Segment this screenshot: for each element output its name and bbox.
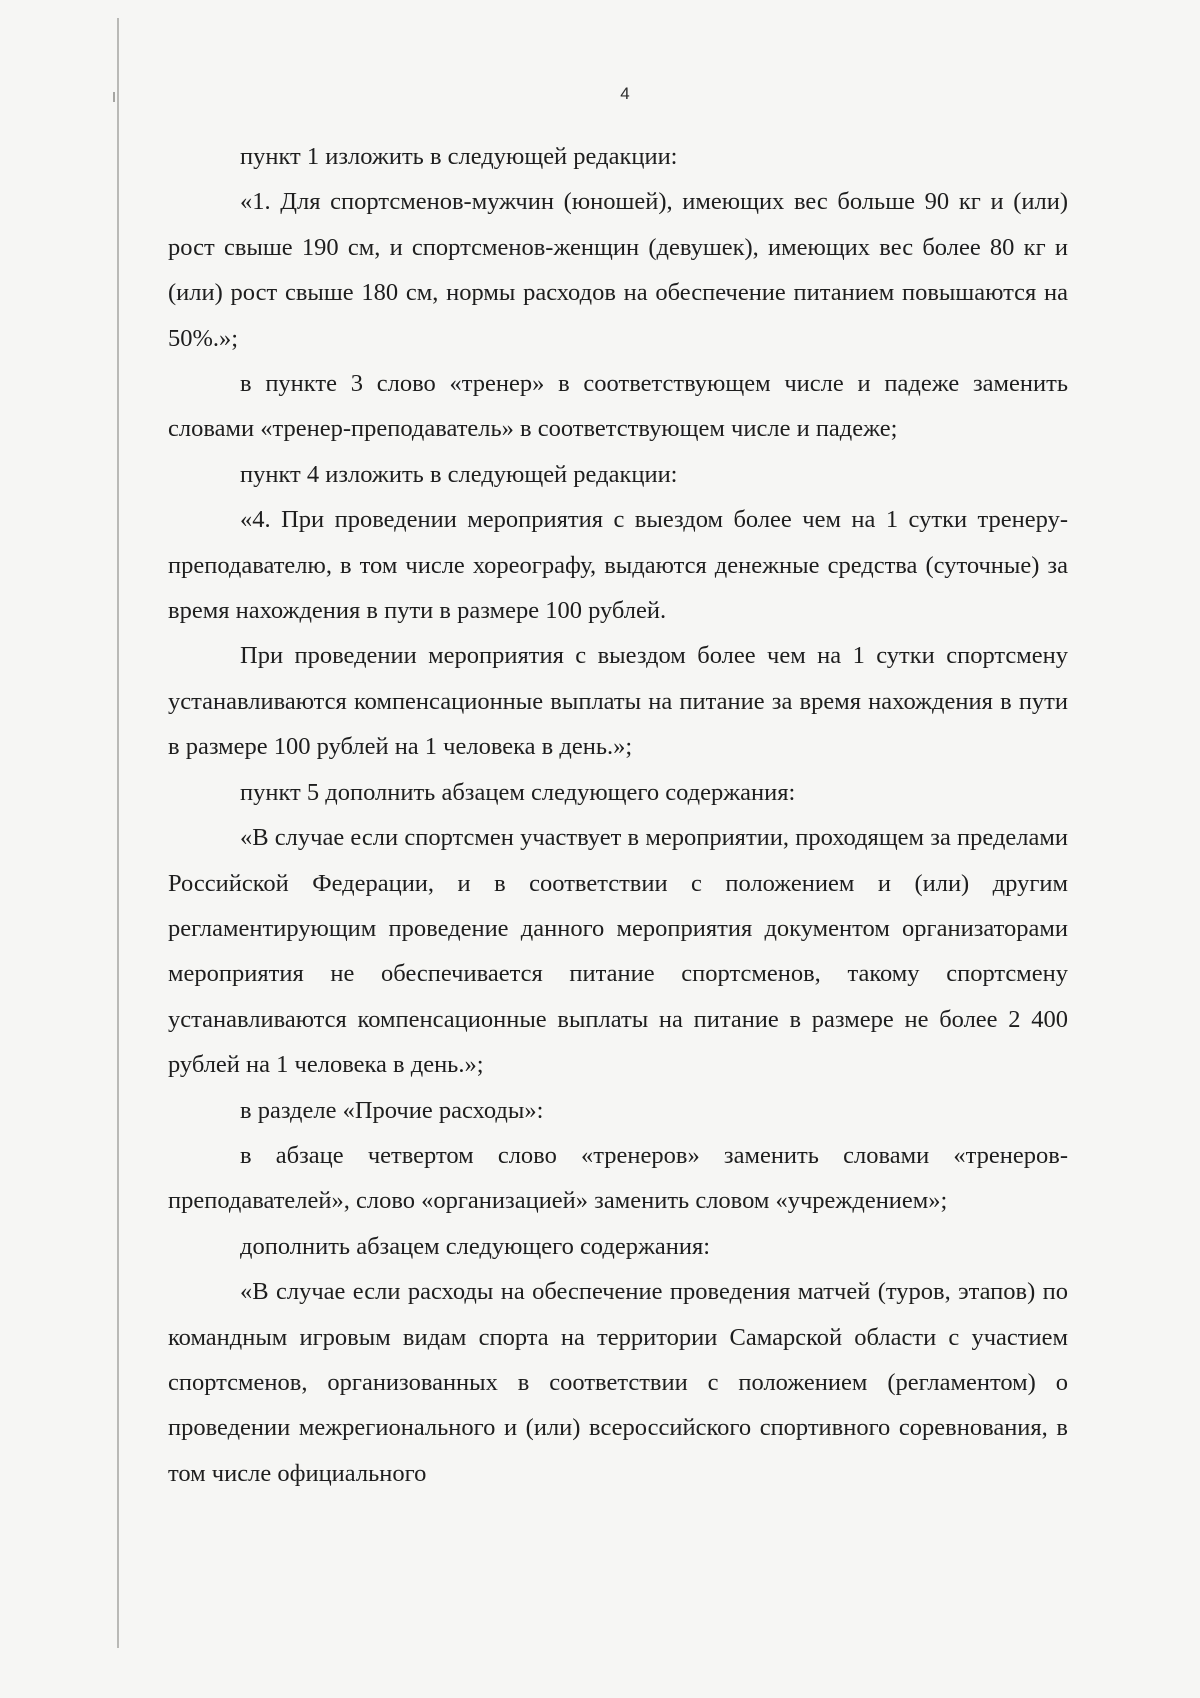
paragraph-9: в разделе «Прочие расходы»: [240,1096,544,1124]
document-body [168,134,1068,1496]
paragraph-6: При проведении мероприятия с выездом более чем на 1 сутки спортсмену устанавливаются компенсационные выплаты на питание за время нахождения в пути в размере 100 рублей на 1 человека в день.»; [168,642,1068,761]
paragraph-11: дополнить абзацем следующего содержания: [240,1232,711,1260]
paragraph-1: пункт 1 изложить в следующей редакции: [240,143,678,170]
scan-margin-line [117,18,119,1648]
paragraph-7: пункт 5 дополнить абзацем следующего содержания: [240,778,796,806]
paragraph-10: в абзаце четвертом слово «тренеров» заменить словами «тренеров-преподавателей», слово «организацией» заменить словом «учреждением»; [168,1141,1068,1215]
page-number: 4 [620,84,630,103]
paragraph-12: «В случае если расходы на обеспечение проведения матчей (туров, этапов) по командным игровым видам спорта на территории Самарской области с участием спортсменов, организованных в соответствии с положением (регламентом) о проведении межрегионального и (или) всероссийского спортивного соревнования, в том числе официального [168,1278,1068,1487]
paragraph-5: «4. При проведении мероприятия с выездом более чем на 1 сутки тренеру-преподавателю, в том числе хореографу, выдаются денежные средства (суточные) за время нахождения в пути в размере 100 рублей. [168,506,1068,625]
paragraph-2: «1. Для спортсменов-мужчин (юношей), имеющих вес больше 90 кг и (или) рост свыше 190 см, и спортсменов-женщин (девушек), имеющих вес более 80 кг и (или) рост свыше 180 см, нормы расходов на обеспечение питанием повышаются на 50%.»; [168,188,1068,352]
paragraph-3: в пункте 3 слово «тренер» в соответствующем числе и падеже заменить словами «тренер-преподаватель» в соответствующем числе и падеже; [168,370,1068,443]
paragraph-8: «В случае если спортсмен участвует в мероприятии, проходящем за пределами Российской Федерации, и в соответствии с положением и (или) другим регламентирующим проведение данного мероприятия документом организаторами мероприятия не обеспечивается питание спортсменов, такому спортсмену устанавливаются компенсационные выплаты на питание в размере не более 2 400 рублей на 1 человека в день.»; [168,824,1068,1079]
paragraph-4: пункт 4 изложить в следующей редакции: [240,460,678,488]
